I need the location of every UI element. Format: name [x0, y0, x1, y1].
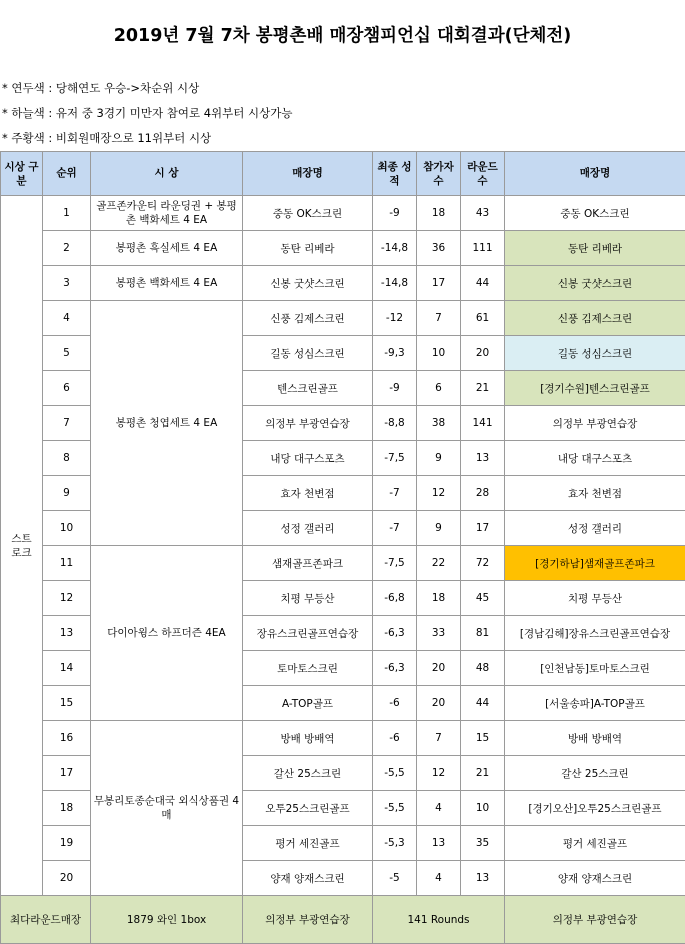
rounds-cell: 48 — [461, 651, 505, 686]
rounds-cell: 35 — [461, 826, 505, 861]
rank-cell: 2 — [43, 231, 91, 266]
score-cell: -9 — [373, 371, 417, 406]
footer-category: 최다라운드매장 — [1, 896, 91, 944]
rank-cell: 10 — [43, 511, 91, 546]
prize-cell: 무봉리토종순대국 외식상품권 4매 — [91, 721, 243, 896]
rounds-cell: 28 — [461, 476, 505, 511]
rank-cell: 4 — [43, 301, 91, 336]
prize-cell: 다이아윙스 하프더즌 4EA — [91, 546, 243, 721]
table-header-row — [1, 152, 685, 196]
store-cell: 길동 성심스크린 — [243, 336, 373, 371]
store-cell: 내당 대구스포츠 — [243, 441, 373, 476]
store2-cell: 치평 무등산 — [505, 581, 685, 616]
page-title: 2019년 7월 7차 봉평촌배 매장챔피언십 대회결과(단체전) — [0, 22, 685, 47]
participants-cell: 18 — [417, 196, 461, 231]
rounds-cell: 10 — [461, 791, 505, 826]
participants-cell: 33 — [417, 616, 461, 651]
participants-cell: 22 — [417, 546, 461, 581]
store-cell: 신봉 굿샷스크린 — [243, 266, 373, 301]
rounds-cell: 72 — [461, 546, 505, 581]
store2-cell: 방배 방배역 — [505, 721, 685, 756]
header-score: 최종 성적 — [373, 152, 417, 196]
participants-cell: 4 — [417, 861, 461, 896]
store-cell: 오투25스크린골프 — [243, 791, 373, 826]
rank-cell: 15 — [43, 686, 91, 721]
rounds-cell: 13 — [461, 441, 505, 476]
score-cell: -7,5 — [373, 441, 417, 476]
rank-cell: 13 — [43, 616, 91, 651]
store2-cell: [경기수원]텐스크린골프 — [505, 371, 685, 406]
store-cell: 토마토스크린 — [243, 651, 373, 686]
store2-cell: 평거 세진골프 — [505, 826, 685, 861]
store-cell: 평거 세진골프 — [243, 826, 373, 861]
participants-cell: 9 — [417, 511, 461, 546]
participants-cell: 10 — [417, 336, 461, 371]
score-cell: -6,8 — [373, 581, 417, 616]
rank-cell: 1 — [43, 196, 91, 231]
store2-cell: [서울송파]A-TOP골프 — [505, 686, 685, 721]
store-cell: 치평 무등산 — [243, 581, 373, 616]
note-cyan: * 하늘색 : 유저 중 3경기 미만자 참여로 4위부터 시상가능 — [2, 105, 292, 121]
score-cell: -6 — [373, 721, 417, 756]
rank-cell: 7 — [43, 406, 91, 441]
participants-cell: 18 — [417, 581, 461, 616]
store2-cell: 신봉 굿샷스크린 — [505, 266, 685, 301]
rounds-cell: 81 — [461, 616, 505, 651]
header-participants: 참가자 수 — [417, 152, 461, 196]
store-cell: 신풍 김제스크린 — [243, 301, 373, 336]
rank-cell: 9 — [43, 476, 91, 511]
rounds-cell: 61 — [461, 301, 505, 336]
note-orange: * 주황색 : 비회원매장으로 11위부터 시상 — [2, 130, 211, 146]
score-cell: -6,3 — [373, 651, 417, 686]
participants-cell: 20 — [417, 686, 461, 721]
score-cell: -6 — [373, 686, 417, 721]
rank-cell: 12 — [43, 581, 91, 616]
store-cell: 동탄 리베라 — [243, 231, 373, 266]
note-green: * 연두색 : 당해연도 우승->차순위 시상 — [2, 80, 199, 96]
participants-cell: 20 — [417, 651, 461, 686]
rank-cell: 11 — [43, 546, 91, 581]
score-cell: -9 — [373, 196, 417, 231]
score-cell: -7,5 — [373, 546, 417, 581]
rank-cell: 20 — [43, 861, 91, 896]
prize-cell: 봉평촌 백화세트 4 EA — [91, 266, 243, 301]
participants-cell: 12 — [417, 476, 461, 511]
prize-cell: 봉평촌 청엽세트 4 EA — [91, 301, 243, 546]
prize-cell: 봉평촌 흑실세트 4 EA — [91, 231, 243, 266]
header-rank: 순위 — [43, 152, 91, 196]
participants-cell: 7 — [417, 721, 461, 756]
store2-cell: 내당 대구스포츠 — [505, 441, 685, 476]
store-cell: 효자 천변점 — [243, 476, 373, 511]
store-cell: 텐스크린골프 — [243, 371, 373, 406]
header-category: 시상 구분 — [1, 152, 43, 196]
header-store: 매장명 — [243, 152, 373, 196]
rounds-cell: 111 — [461, 231, 505, 266]
score-cell: -5,5 — [373, 756, 417, 791]
rank-cell: 17 — [43, 756, 91, 791]
rank-cell: 3 — [43, 266, 91, 301]
footer-store2: 의정부 부광연습장 — [505, 896, 685, 944]
store2-cell: 양재 양재스크린 — [505, 861, 685, 896]
store2-cell: 갈산 25스크린 — [505, 756, 685, 791]
store-cell: 성정 갤러리 — [243, 511, 373, 546]
footer-prize: 1879 와인 1box — [91, 896, 243, 944]
participants-cell: 6 — [417, 371, 461, 406]
table-row — [1, 231, 685, 266]
score-cell: -8,8 — [373, 406, 417, 441]
rounds-cell: 141 — [461, 406, 505, 441]
store2-cell: [경기하남]샘재골프존파크 — [505, 546, 685, 581]
table-row — [1, 196, 685, 231]
rank-cell: 6 — [43, 371, 91, 406]
rounds-cell: 44 — [461, 686, 505, 721]
footer-rounds: 141 Rounds — [373, 896, 505, 944]
table-row — [1, 266, 685, 301]
store-cell: 장유스크린골프연습장 — [243, 616, 373, 651]
participants-cell: 17 — [417, 266, 461, 301]
score-cell: -5 — [373, 861, 417, 896]
category-cell: 스트로크 — [1, 196, 43, 896]
score-cell: -14,8 — [373, 231, 417, 266]
store2-cell: 성정 갤러리 — [505, 511, 685, 546]
store-cell: A-TOP골프 — [243, 686, 373, 721]
store-cell: 샘재골프존파크 — [243, 546, 373, 581]
store2-cell: 효자 천변점 — [505, 476, 685, 511]
prize-cell: 골프존카운티 라운딩권 + 봉평촌 백화세트 4 EA — [91, 196, 243, 231]
participants-cell: 38 — [417, 406, 461, 441]
store2-cell: 신풍 김제스크린 — [505, 301, 685, 336]
header-store2: 매장명 — [505, 152, 685, 196]
store2-cell: 길동 성심스크린 — [505, 336, 685, 371]
participants-cell: 4 — [417, 791, 461, 826]
table-row — [1, 721, 685, 756]
rounds-cell: 13 — [461, 861, 505, 896]
table-row — [1, 301, 685, 336]
store2-cell: 동탄 리베라 — [505, 231, 685, 266]
store-cell: 중동 OK스크린 — [243, 196, 373, 231]
store2-cell: [인천남동]토마토스크린 — [505, 651, 685, 686]
participants-cell: 12 — [417, 756, 461, 791]
store2-cell: 의정부 부광연습장 — [505, 406, 685, 441]
footer-store: 의정부 부광연습장 — [243, 896, 373, 944]
score-cell: -5,5 — [373, 791, 417, 826]
rounds-cell: 44 — [461, 266, 505, 301]
results-table — [0, 151, 685, 944]
store-cell: 의정부 부광연습장 — [243, 406, 373, 441]
rank-cell: 19 — [43, 826, 91, 861]
store2-cell: 중동 OK스크린 — [505, 196, 685, 231]
footer-row — [1, 896, 685, 944]
store-cell: 갈산 25스크린 — [243, 756, 373, 791]
participants-cell: 9 — [417, 441, 461, 476]
rank-cell: 18 — [43, 791, 91, 826]
store2-cell: [경남김해]장유스크린골프연습장 — [505, 616, 685, 651]
participants-cell: 7 — [417, 301, 461, 336]
store2-cell: [경기오산]오투25스크린골프 — [505, 791, 685, 826]
score-cell: -6,3 — [373, 616, 417, 651]
rank-cell: 14 — [43, 651, 91, 686]
header-prize: 시 상 — [91, 152, 243, 196]
rank-cell: 16 — [43, 721, 91, 756]
score-cell: -5,3 — [373, 826, 417, 861]
rounds-cell: 21 — [461, 756, 505, 791]
score-cell: -9,3 — [373, 336, 417, 371]
rank-cell: 8 — [43, 441, 91, 476]
rounds-cell: 20 — [461, 336, 505, 371]
score-cell: -7 — [373, 511, 417, 546]
table-row — [1, 546, 685, 581]
store-cell: 방배 방배역 — [243, 721, 373, 756]
rounds-cell: 45 — [461, 581, 505, 616]
header-rounds: 라운드 수 — [461, 152, 505, 196]
rounds-cell: 43 — [461, 196, 505, 231]
score-cell: -14,8 — [373, 266, 417, 301]
rank-cell: 5 — [43, 336, 91, 371]
score-cell: -7 — [373, 476, 417, 511]
rounds-cell: 21 — [461, 371, 505, 406]
participants-cell: 13 — [417, 826, 461, 861]
participants-cell: 36 — [417, 231, 461, 266]
store-cell: 양재 양재스크린 — [243, 861, 373, 896]
rounds-cell: 17 — [461, 511, 505, 546]
rounds-cell: 15 — [461, 721, 505, 756]
score-cell: -12 — [373, 301, 417, 336]
